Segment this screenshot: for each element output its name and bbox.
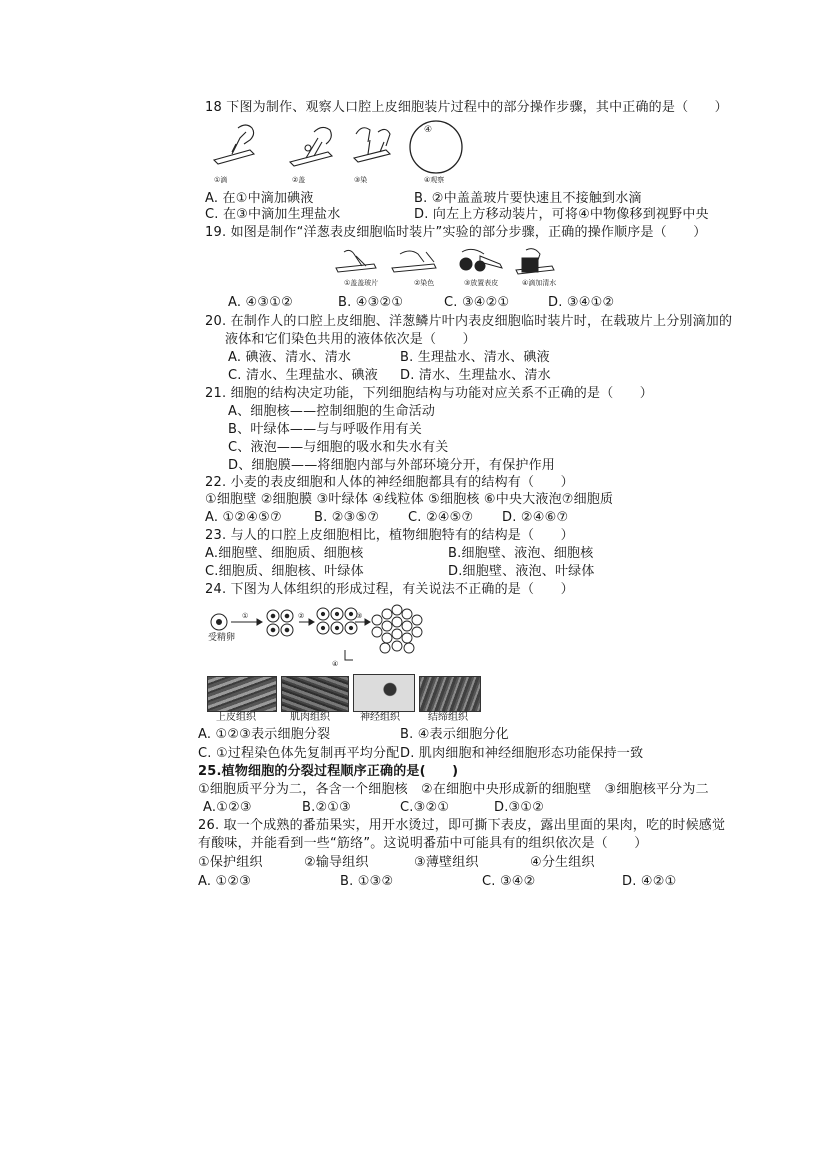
q20-stem-line1: 20. 在制作人的口腔上皮细胞、洋葱鳞片叶内表皮细胞临时装片时，在载玻片上分别滴加的 — [205, 314, 733, 329]
q24-tissue-4: 结缔组织 — [428, 712, 468, 723]
q18-microscope-view — [410, 121, 462, 173]
q18-step2-drawing — [290, 127, 332, 166]
q19-step4-drawing — [516, 249, 554, 274]
q24-step2-label: ② — [298, 612, 305, 620]
q24-tissue-1: 上皮组织 — [216, 712, 256, 723]
q26-stem-line1: 26. 取一个成熟的番茄果实，用开水烫过，即可撕下表皮，露出里面的果肉，吃的时候感觉 — [198, 818, 726, 833]
q18-circle-label: ④ — [424, 125, 433, 135]
fertilized-egg-icon — [211, 614, 227, 630]
q20-option-d: D. 清水、生理盐水、清水 — [400, 368, 551, 383]
q21-stem: 21. 细胞的结构决定功能，下列细胞结构与功能对应关系不正确的是（ ） — [205, 386, 654, 401]
q26-option-b: B. ①③② — [340, 874, 394, 889]
q23-option-a: A.细胞壁、细胞质、细胞核 — [205, 546, 364, 561]
q19-caption-4: ④滴加清水 — [522, 279, 557, 287]
q18-step3-drawing — [354, 128, 390, 162]
q24-option-c: C. ①过程染色体先复制再平均分配 — [198, 746, 400, 761]
q19-stem: 19. 如图是制作“洋葱表皮细胞临时装片”实验的部分步骤，正确的操作顺序是（ ） — [205, 225, 707, 240]
q18-caption-1: ①滴 — [214, 176, 228, 184]
q19-option-a: A. ④③①② — [228, 295, 293, 310]
q25-option-a: A.①②③ — [203, 800, 252, 815]
q20-stem-line2: 液体和它们染色共用的液体依次是（ ） — [225, 332, 476, 347]
q24-step4-label: ④ — [332, 660, 339, 668]
q19-step1-drawing — [336, 250, 376, 272]
q24-option-b: B. ④表示细胞分化 — [400, 727, 509, 742]
q22-option-b: B. ②③⑤⑦ — [314, 510, 380, 525]
nerve-tissue-image — [353, 674, 415, 712]
q18-option-c: C. 在③中滴加生理盐水 — [205, 207, 341, 222]
q25-option-b: B.②①③ — [302, 800, 352, 815]
q24-fertilized-egg-label: 受精卵 — [208, 633, 236, 643]
q23-stem: 23. 与人的口腔上皮细胞相比，植物细胞特有的结构是（ ） — [205, 528, 574, 543]
q25-stem: 25.植物细胞的分裂过程顺序正确的是( ) — [198, 764, 459, 779]
q19-caption-1: ①盖盖玻片 — [344, 279, 379, 287]
step-arrows — [231, 619, 370, 660]
q20-option-a: A. 碘液、清水、清水 — [228, 350, 352, 365]
q20-option-b: B. 生理盐水、清水、碘液 — [400, 350, 550, 365]
q26-stem-line2: 有酸味，并能看到一些“筋络”。这说明番茄中可能具有的组织依次是（ ） — [198, 836, 648, 851]
q20-option-c: C. 清水、生理盐水、碘液 — [228, 368, 378, 383]
q21-option-d: D、细胞膜——将细胞内部与外部环境分开，有保护作用 — [228, 458, 556, 473]
q18-option-a: A. 在①中滴加碘液 — [205, 191, 314, 206]
q24-tissue-3: 神经组织 — [360, 712, 400, 723]
q22-option-a: A. ①②④⑤⑦ — [205, 510, 282, 525]
q19-step3-drawing — [460, 249, 502, 271]
q22-option-d: D. ②④⑥⑦ — [502, 510, 569, 525]
epithelial-tissue-image — [207, 676, 277, 712]
q19-option-b: B. ④③②① — [338, 295, 404, 310]
q24-option-a: A. ①②③表示细胞分裂 — [198, 727, 331, 742]
q23-option-b: B.细胞壁、液泡、细胞核 — [448, 546, 594, 561]
q18-step1-drawing — [214, 125, 254, 164]
q19-caption-3: ③放置表皮 — [464, 279, 499, 287]
q26-option-c: C. ③④② — [482, 874, 536, 889]
q24-stem: 24. 下图为人体组织的形成过程，有关说法不正确的是（ ） — [205, 582, 574, 597]
q22-items: ①细胞壁 ②细胞膜 ③叶绿体 ④线粒体 ⑤细胞核 ⑥中央大液泡⑦细胞质 — [205, 492, 614, 507]
q18-caption-2: ②盖 — [292, 176, 306, 184]
q26-item-1: ①保护组织 — [198, 855, 263, 870]
q24-option-d: D. 肌肉细胞和神经细胞形态功能保持一致 — [400, 746, 644, 761]
q25-items: ①细胞质平分为二，各含一个细胞核 ②在细胞中央形成新的细胞壁 ③细胞核平分为二 — [198, 782, 709, 797]
q22-option-c: C. ②④⑤⑦ — [408, 510, 474, 525]
q22-stem: 22. 小麦的表皮细胞和人体的神经细胞都具有的结构有（ ） — [205, 475, 574, 490]
q21-option-c: C、液泡——与细胞的吸水和失水有关 — [228, 440, 449, 455]
q18-stem: 18 下图为制作、观察人口腔上皮细胞装片过程中的部分操作步骤，其中正确的是（ ） — [205, 100, 728, 115]
q26-item-3: ③薄壁组织 — [414, 855, 479, 870]
q24-step1-label: ① — [242, 612, 249, 620]
q24-tissue-2: 肌肉组织 — [290, 712, 330, 723]
q21-option-b: B、叶绿体——与与呼吸作用有关 — [228, 422, 422, 437]
q19-step2-drawing — [392, 251, 436, 272]
two-cell-stage — [267, 610, 293, 636]
q26-option-d: D. ④②① — [622, 874, 677, 889]
connective-tissue-image — [419, 676, 481, 712]
muscle-tissue-image — [281, 676, 349, 712]
q19-option-c: C. ③④②① — [444, 295, 510, 310]
q26-item-2: ②输导组织 — [304, 855, 369, 870]
q19-caption-2: ②染色 — [414, 279, 435, 287]
q18-option-b: B. ②中盖盖玻片要快速且不接触到水滴 — [414, 191, 642, 206]
q18-option-d: D. 向左上方移动装片，可将④中物像移到视野中央 — [414, 207, 709, 222]
q25-option-c: C.③②① — [400, 800, 450, 815]
q23-option-c: C.细胞质、细胞核、叶绿体 — [205, 564, 364, 579]
q18-caption-3: ③染 — [354, 176, 368, 184]
q19-option-d: D. ③④①② — [548, 295, 615, 310]
q18-caption-4: ④观察 — [424, 176, 445, 184]
q21-option-a: A、细胞核——控制细胞的生命活动 — [228, 404, 436, 419]
q24-step3-label: ③ — [356, 612, 363, 620]
cell-cluster — [372, 605, 422, 653]
q19-figure — [330, 246, 560, 276]
q23-option-d: D.细胞壁、液泡、叶绿体 — [448, 564, 595, 579]
four-cell-stage — [317, 608, 357, 634]
q26-option-a: A. ①②③ — [198, 874, 252, 889]
q26-item-4: ④分生组织 — [530, 855, 595, 870]
q25-option-d: D.③①② — [494, 800, 545, 815]
